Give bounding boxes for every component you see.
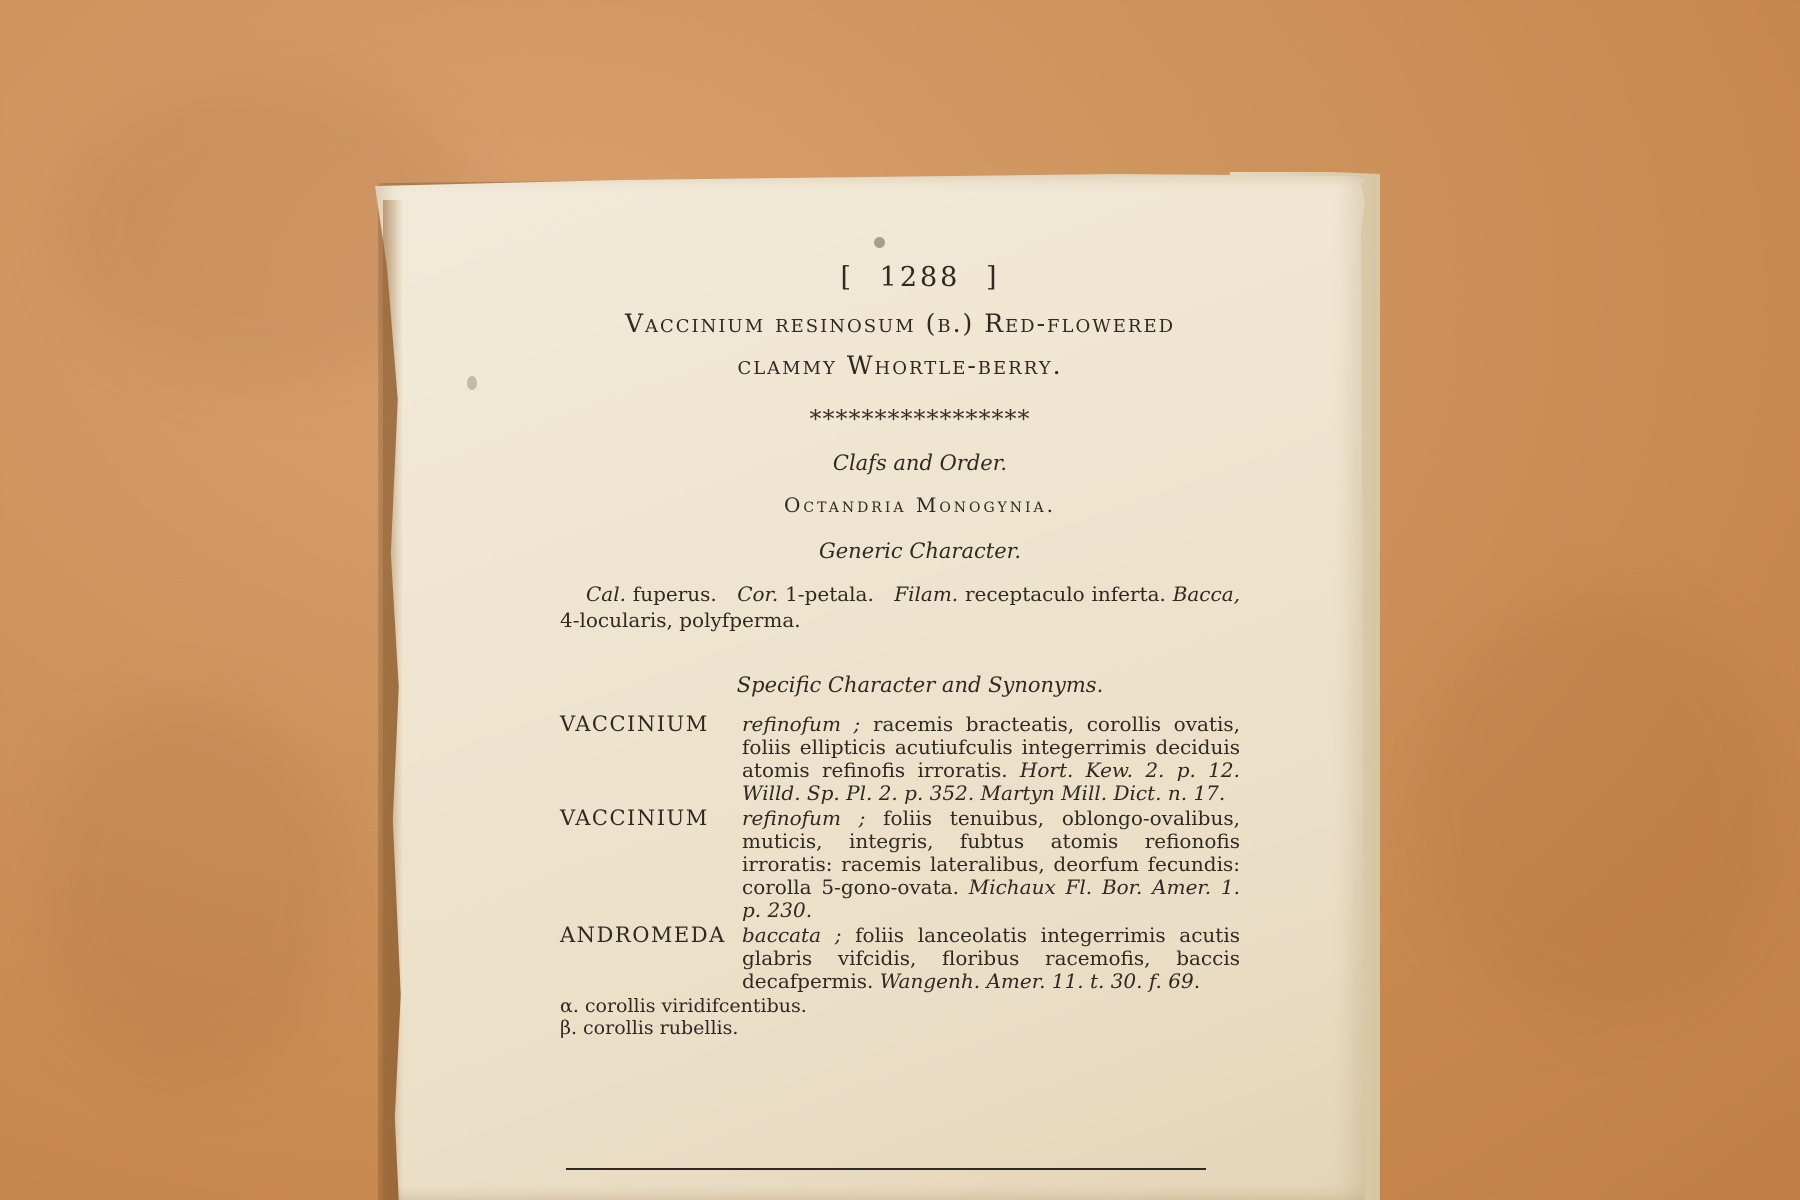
synonym-text: racemis bracteatis, corollis ovatis, foliis ellipticis acutiufculis integerrimis deciduis atomis refinofis irroratis.	[742, 712, 1240, 782]
synonym-body	[742, 713, 1240, 805]
synonym-species: baccata ;	[742, 923, 842, 947]
bracket-close: ]	[985, 262, 1000, 293]
synonym-text: foliis tenuibus, oblongo-ovalibus, muticis, integris, fubtus atomis refionofis irroratis: racemis lateralibus, deorfum fecundis: corolla 5-gono-ovata.	[742, 806, 1240, 899]
cor-label: Cor.	[737, 582, 779, 606]
synonym-entry	[560, 713, 1240, 805]
cal-label: Cal.	[586, 582, 626, 606]
filam-label: Filam.	[894, 582, 959, 606]
foxing-spot	[874, 237, 885, 248]
page-edge-stain	[383, 200, 403, 1200]
title-line-2: clammy Whortle-berry.	[737, 351, 1063, 380]
filam-text: receptaculo inferta.	[958, 582, 1166, 606]
synonym-list	[560, 713, 1240, 1039]
bacca-label: Bacca,	[1172, 582, 1240, 606]
cor-text: 1-petala.	[778, 582, 874, 606]
variety-line	[560, 1017, 1240, 1039]
synonym-entry	[560, 807, 1240, 922]
variety-text: corollis rubellis.	[583, 1017, 739, 1039]
synonym-refs: Hort. Kew. 2. p. 12. Willd. Sp. Pl. 2. p. 352. Martyn Mill. Dict. n. 17.	[742, 758, 1240, 805]
page-number-value: 1288	[879, 262, 961, 293]
synonym-refs: Michaux Fl. Bor. Amer. 1. p. 230.	[742, 875, 1240, 922]
variety-text: corollis viridifcentibus.	[584, 995, 807, 1017]
synonym-text: foliis lanceolatis integerrimis acutis glabris vifcidis, floribus racemofis, baccis decafpermis.	[742, 923, 1240, 993]
plant-title	[560, 303, 1240, 387]
title-line-1: Vaccinium resinosum (β.) Red-flowered	[624, 309, 1176, 338]
class-order-heading: Clafs and Order.	[832, 451, 1008, 475]
generic-character-text	[560, 581, 1240, 633]
backing-stain	[1420, 600, 1780, 1020]
class-order-value: Octandria Monogynia.	[784, 493, 1056, 517]
page-number	[600, 262, 1240, 293]
bottom-rule	[566, 1168, 1206, 1170]
bacca-text: 4-locularis, polyfperma.	[560, 608, 801, 632]
ornament-divider: *****************	[809, 405, 1031, 433]
variety-symbol: β.	[560, 1017, 578, 1039]
synonym-species: refinofum ;	[742, 806, 866, 830]
synonym-body	[742, 807, 1240, 922]
synonym-genus: VACCINIUM	[560, 806, 709, 830]
synonym-refs: Wangenh. Amer. 11. t. 30. f. 69.	[873, 969, 1201, 993]
cal-text: fuperus.	[625, 582, 717, 606]
generic-character-heading: Generic Character.	[818, 539, 1022, 563]
synonym-entry	[560, 924, 1240, 993]
synonym-genus: ANDROMEDA	[560, 923, 726, 947]
foxing-spot	[467, 376, 477, 390]
synonym-species: refinofum ;	[742, 712, 861, 736]
synonym-genus: VACCINIUM	[560, 712, 709, 736]
variety-line	[560, 995, 1240, 1017]
synonym-body	[742, 924, 1240, 993]
specific-character-heading: Specific Character and Synonyms.	[736, 673, 1104, 697]
bracket-open: [	[840, 262, 855, 293]
backing-stain	[40, 700, 340, 1080]
page-content	[560, 262, 1240, 1039]
variety-symbol: α.	[560, 995, 579, 1017]
